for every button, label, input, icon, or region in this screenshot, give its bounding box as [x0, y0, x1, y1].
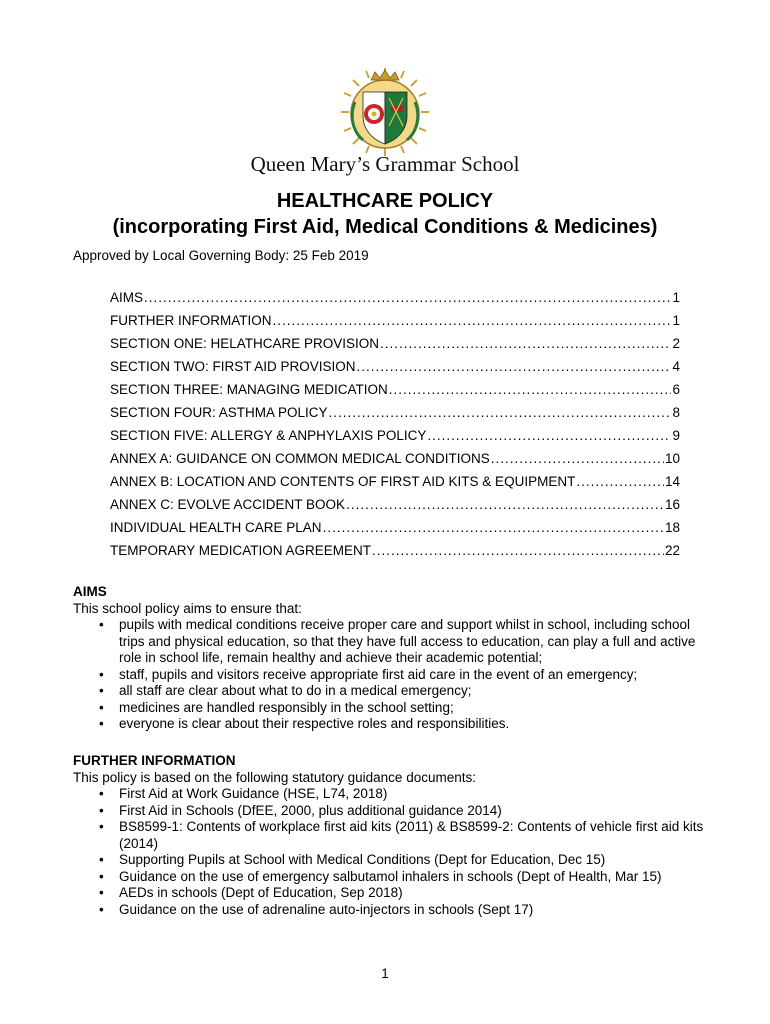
toc-page: 9	[672, 428, 680, 443]
list-item: • First Aid at Work Guidance (HSE, L74, 2018)	[119, 786, 713, 803]
toc-entry[interactable]	[110, 359, 680, 382]
toc-leader-dots	[389, 382, 672, 397]
list-item: • Guidance on the use of adrenaline auto-injectors in schools (Sept 17)	[119, 902, 713, 919]
toc-page: 4	[672, 359, 680, 374]
title-line-2: (incorporating First Aid, Medical Conditions & Medicines)	[112, 216, 658, 238]
list-item: • staff, pupils and visitors receive appropriate first aid care in the event of an emergency;	[119, 667, 713, 684]
aims-intro: This school policy aims to ensure that:	[73, 600, 302, 616]
toc-label: SECTION FOUR: ASTHMA POLICY	[110, 405, 328, 420]
toc-page: 2	[672, 336, 680, 351]
list-item: • medicines are handled responsibly in the school setting;	[119, 700, 713, 717]
toc-leader-dots	[346, 497, 664, 512]
toc-entry[interactable]	[110, 543, 680, 566]
toc-page: 8	[672, 405, 680, 420]
toc-entry[interactable]	[110, 520, 680, 543]
toc-entry[interactable]	[110, 313, 680, 336]
school-name: Queen Mary’s Grammar School	[250, 152, 520, 176]
toc-leader-dots	[380, 336, 671, 351]
toc-leader-dots	[576, 474, 664, 489]
toc-page: 1	[672, 313, 680, 328]
toc-leader-dots	[491, 451, 664, 466]
toc-label: TEMPORARY MEDICATION AGREEMENT	[110, 543, 372, 558]
toc-label: ANNEX A: GUIDANCE ON COMMON MEDICAL CONDITIONS	[110, 451, 490, 466]
list-item: • AEDs in schools (Dept of Education, Sep 2018)	[119, 885, 713, 902]
toc-entry[interactable]	[110, 290, 680, 313]
list-item: • everyone is clear about their respective roles and responsibilities.	[119, 716, 713, 733]
toc-label: ANNEX B: LOCATION AND CONTENTS OF FIRST AID KITS & EQUIPMENT	[110, 474, 576, 489]
list-item: • Guidance on the use of emergency salbutamol inhalers in schools (Dept of Health, Mar 15)	[119, 869, 713, 886]
toc-page: 6	[672, 382, 680, 397]
toc-leader-dots	[329, 405, 672, 420]
toc-label: SECTION THREE: MANAGING MEDICATION	[110, 382, 388, 397]
toc-leader-dots	[427, 428, 671, 443]
toc-leader-dots	[144, 290, 671, 305]
toc-entry[interactable]	[110, 474, 680, 497]
toc-page: 14	[664, 474, 680, 489]
toc-entry[interactable]	[110, 382, 680, 405]
title-line-1: HEALTHCARE POLICY	[276, 190, 494, 212]
further-information-section	[73, 753, 713, 918]
toc-page: 10	[664, 451, 680, 466]
aims-list	[73, 617, 713, 733]
toc-label: FURTHER INFORMATION	[110, 313, 272, 328]
list-item: • pupils with medical conditions receive proper care and support whilst in school, including school trips and physical education, so that they have full access to education, can play a full and active role in school life, remain healthy and achieve their academic potential;	[119, 617, 713, 667]
approval-line: Approved by Local Governing Body: 25 Feb 2019	[73, 248, 369, 263]
toc-page: 1	[672, 290, 680, 305]
list-item: • Supporting Pupils at School with Medical Conditions (Dept for Education, Dec 15)	[119, 852, 713, 869]
toc-leader-dots	[273, 313, 672, 328]
toc-label: SECTION FIVE: ALLERGY & ANPHYLAXIS POLICY	[110, 428, 427, 443]
toc-page: 18	[664, 520, 680, 535]
toc-label: SECTION TWO: FIRST AID PROVISION	[110, 359, 356, 374]
toc-label: SECTION ONE: HELATHCARE PROVISION	[110, 336, 380, 351]
list-item: • First Aid in Schools (DfEE, 2000, plus additional guidance 2014)	[119, 803, 713, 820]
toc-entry[interactable]	[110, 428, 680, 451]
toc-page: 22	[664, 543, 680, 558]
toc-label: ANNEX C: EVOLVE ACCIDENT BOOK	[110, 497, 346, 512]
further-information-intro: This policy is based on the following statutory guidance documents:	[73, 769, 476, 785]
toc-entry[interactable]	[110, 336, 680, 359]
list-item: • all staff are clear about what to do in a medical emergency;	[119, 683, 713, 700]
further-information-list	[73, 786, 713, 918]
toc-entry[interactable]	[110, 451, 680, 474]
toc-entry[interactable]	[110, 497, 680, 520]
page-number: 1	[381, 966, 389, 981]
toc-leader-dots	[372, 543, 664, 558]
further-information-heading: FURTHER INFORMATION	[73, 753, 236, 768]
aims-heading: AIMS	[73, 584, 107, 599]
list-item: • BS8599-1: Contents of workplace first aid kits (2011) & BS8599-2: Contents of vehicle first aid kits (2014)	[119, 819, 713, 852]
toc-label: INDIVIDUAL HEALTH CARE PLAN	[110, 520, 322, 535]
toc-page: 16	[664, 497, 680, 512]
toc-leader-dots	[323, 520, 664, 535]
toc-label: AIMS	[110, 290, 144, 305]
school-crest-logo	[339, 66, 431, 158]
toc-leader-dots	[357, 359, 672, 374]
table-of-contents	[110, 290, 680, 566]
document-title	[0, 188, 770, 240]
aims-section	[73, 584, 713, 733]
toc-entry[interactable]	[110, 405, 680, 428]
